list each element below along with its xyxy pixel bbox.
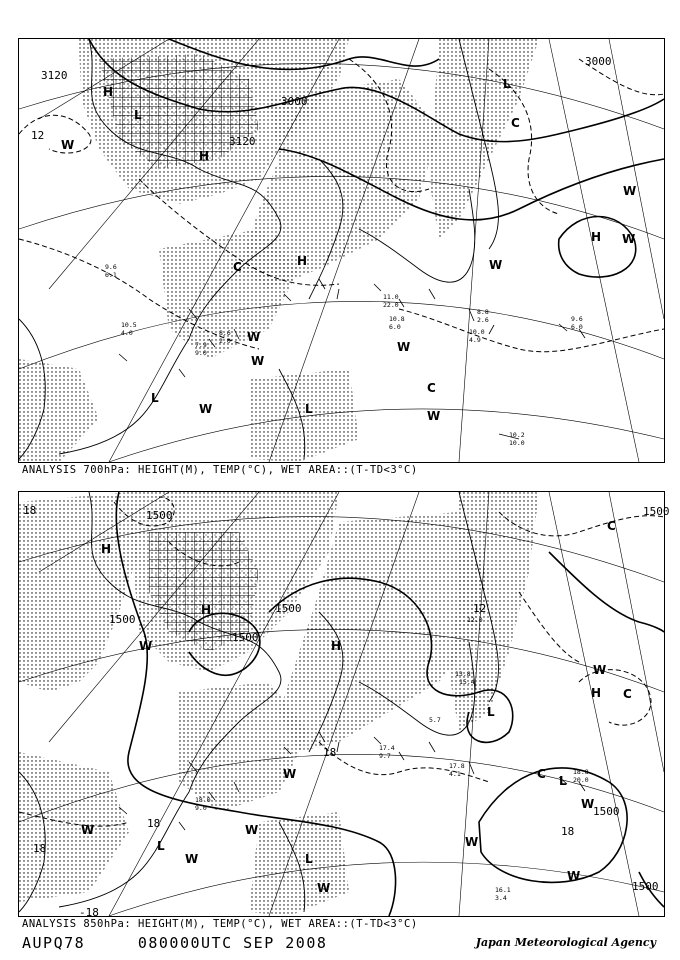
pressure-center-symbol: H <box>201 603 212 617</box>
panel-caption-850hpa: ANALYSIS 850hPa: HEIGHT(M), TEMP(°C), WET AREA::(T-TD<3°C) <box>22 918 418 930</box>
pressure-center-symbol: H <box>591 686 602 700</box>
warm-center-symbol: W <box>81 823 95 837</box>
station-value: 17.8 <box>449 762 465 770</box>
pressure-center-symbol: L <box>503 77 511 91</box>
pressure-center-symbol: L <box>151 391 159 405</box>
warm-center-symbol: W <box>622 232 636 246</box>
contour-label: 3000 <box>585 55 612 68</box>
pressure-center-symbol: C <box>511 116 520 130</box>
station-value: 2.0 <box>219 337 231 345</box>
pressure-center-symbol: C <box>607 519 616 533</box>
contour-label: 18 <box>323 746 337 759</box>
station-value: 11.0 <box>383 293 399 301</box>
pressure-center-symbol: L <box>487 705 495 719</box>
pressure-center-symbol: H <box>297 254 308 268</box>
map-panel-700hpa <box>18 38 665 463</box>
station-value: 10.0 <box>509 439 525 447</box>
station-value: 12.0 <box>467 616 483 624</box>
pressure-center-symbol: L <box>157 839 165 853</box>
warm-center-symbol: W <box>427 409 441 423</box>
map-850hpa-graphic <box>19 492 670 919</box>
pressure-center-symbol: H <box>199 149 210 163</box>
pressure-center-symbol: L <box>559 774 567 788</box>
station-value: 10.2 <box>509 431 525 439</box>
station-value: 10.5 <box>121 321 137 329</box>
station-value: 22.0 <box>383 301 399 309</box>
contour-label: 1500 <box>109 613 136 626</box>
station-value: 5.7 <box>429 716 441 724</box>
warm-center-symbol: W <box>317 881 331 895</box>
pressure-center-symbol: H <box>101 542 112 556</box>
station-value: 13.8 <box>455 670 471 678</box>
station-value: 2.6 <box>477 316 489 324</box>
map-700hpa-graphic <box>19 39 664 462</box>
station-value: 16.1 <box>495 886 511 894</box>
contour-label: 3120 <box>41 69 68 82</box>
contour-label: 1500 <box>232 631 259 644</box>
station-value: 4.9 <box>469 336 481 344</box>
pressure-center-symbol: C <box>427 381 436 395</box>
warm-center-symbol: W <box>567 869 581 883</box>
pressure-center-symbol: C <box>623 687 632 701</box>
panel-caption-700hpa: ANALYSIS 700hPa: HEIGHT(M), TEMP(°C), WET AREA::(T-TD<3°C) <box>22 464 418 476</box>
station-value: 4.1 <box>449 770 461 778</box>
station-value: 20.0 <box>573 776 589 784</box>
contour-label: -18 <box>79 906 99 919</box>
station-value: 17.4 <box>379 744 395 752</box>
warm-center-symbol: W <box>489 258 503 272</box>
contour-label: 12 <box>31 129 45 142</box>
station-value: 3.4 <box>495 894 507 902</box>
warm-center-symbol: W <box>61 138 75 152</box>
contour-label: 1500 <box>275 602 302 615</box>
contour-label: 12 <box>473 602 487 615</box>
station-value: 18.8 <box>573 768 589 776</box>
pressure-center-symbol: H <box>331 639 342 653</box>
station-value: 9.6 <box>105 263 117 271</box>
contour-label: 1500 <box>146 509 173 522</box>
station-value: 6.0 <box>571 323 583 331</box>
pressure-center-symbol: L <box>305 852 313 866</box>
warm-center-symbol: W <box>593 663 607 677</box>
warm-center-symbol: W <box>623 184 637 198</box>
contour-label: 3120 <box>229 135 256 148</box>
contour-label: 18 <box>23 504 37 517</box>
pressure-center-symbol: L <box>305 402 313 416</box>
warm-center-symbol: W <box>139 639 153 653</box>
station-value: 8.8 <box>477 308 489 316</box>
station-value: 9.6 <box>571 315 583 323</box>
warm-center-symbol: W <box>247 330 261 344</box>
contour-label: 1500 <box>632 880 659 893</box>
pressure-center-symbol: C <box>233 260 242 274</box>
agency-credit: Japan Meteorological Agency <box>475 936 656 949</box>
warm-center-symbol: W <box>465 835 479 849</box>
station-value: 4.0 <box>121 329 133 337</box>
station-value: 6.0 <box>389 323 401 331</box>
contour-label: 1500 <box>643 505 670 518</box>
contour-label: 3000 <box>281 95 308 108</box>
chart-identifier <box>22 934 327 952</box>
valid-time: 080000UTC SEP 2008 <box>137 934 328 952</box>
station-value: 6.1 <box>105 271 117 279</box>
contour-label: 18 <box>561 825 575 838</box>
wet-area-shading <box>19 492 539 916</box>
contour-label: 18 <box>33 842 47 855</box>
warm-center-symbol: W <box>397 340 411 354</box>
station-value: 10.8 <box>389 315 405 323</box>
pressure-center-symbol: H <box>103 85 114 99</box>
station-value: 9.7 <box>379 752 391 760</box>
contour-label: 18 <box>147 817 161 830</box>
station-value: 8.6 <box>219 329 231 337</box>
warm-center-symbol: W <box>251 354 265 368</box>
map-panel-850hpa <box>18 491 670 919</box>
wet-area-shading <box>19 39 539 462</box>
warm-center-symbol: W <box>283 767 297 781</box>
station-value: 10.0 <box>469 328 485 336</box>
station-value: 9.0 <box>195 804 207 812</box>
station-value: 15.4 <box>459 678 475 686</box>
warm-center-symbol: W <box>245 823 259 837</box>
contour-label: 1500 <box>593 805 620 818</box>
warm-center-symbol: W <box>581 797 595 811</box>
station-value: 18.0 <box>195 796 211 804</box>
pressure-center-symbol: L <box>134 108 142 122</box>
pressure-center-symbol: H <box>591 230 602 244</box>
warm-center-symbol: W <box>185 852 199 866</box>
chart-id: AUPQ78 <box>22 934 86 952</box>
warm-center-symbol: W <box>199 402 213 416</box>
station-value: 7.9 <box>195 341 207 349</box>
station-value: 9.0 <box>195 349 207 357</box>
pressure-center-symbol: C <box>537 767 546 781</box>
